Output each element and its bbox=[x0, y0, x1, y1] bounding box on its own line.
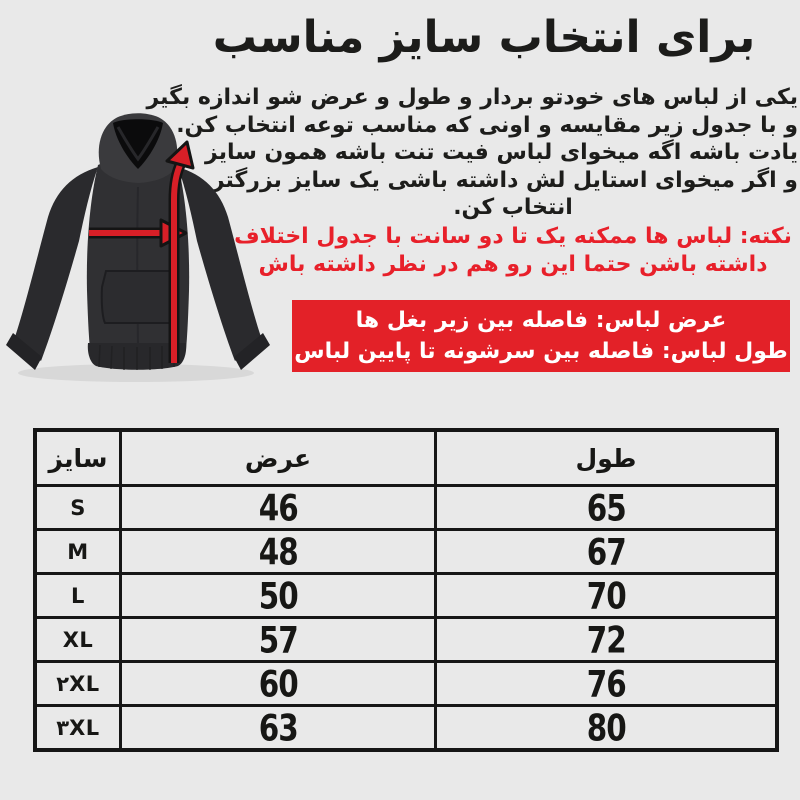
cell-length: 70 bbox=[586, 573, 626, 618]
cell-length: 80 bbox=[586, 705, 626, 750]
hoodie-image bbox=[0, 95, 270, 385]
cell-size: ۲XL bbox=[37, 663, 119, 704]
size-table bbox=[33, 428, 779, 752]
cell-width: 60 bbox=[258, 661, 298, 706]
cell-width: 46 bbox=[258, 485, 298, 530]
note-line: داشته باشن حتما این رو هم در نظر داشته باش bbox=[258, 252, 768, 277]
cell-size: M bbox=[37, 531, 119, 572]
intro-line: انتخاب کن. bbox=[453, 195, 573, 220]
intro-line: و اگر میخوای استایل لش داشته باشی یک سایز بزرگتر bbox=[211, 167, 798, 193]
tolerance-note bbox=[228, 223, 798, 279]
width-definition: عرض لباس: فاصله بین زیر بغل ها bbox=[355, 308, 727, 333]
cell-length: 76 bbox=[586, 661, 626, 706]
intro-text bbox=[146, 84, 798, 222]
definitions-box bbox=[292, 300, 790, 372]
cell-size: L bbox=[37, 575, 119, 616]
length-definition: طول لباس: فاصله بین سرشونه تا پایین لباس bbox=[294, 339, 788, 364]
cell-size: XL bbox=[37, 619, 119, 660]
intro-line: و با جدول زیر مقایسه و اونی که مناسب توعه انتخاب کن. bbox=[176, 112, 798, 138]
cell-width: 57 bbox=[258, 617, 298, 662]
hoodie-left-sleeve bbox=[15, 167, 98, 361]
cell-size: S bbox=[37, 487, 119, 528]
cell-length: 72 bbox=[586, 617, 626, 662]
cell-width: 48 bbox=[258, 529, 298, 574]
cell-size: ۳XL bbox=[37, 707, 119, 748]
cell-width: 50 bbox=[258, 573, 298, 618]
table-header-width: عرض bbox=[122, 432, 434, 484]
table-header-length: طول bbox=[437, 432, 775, 484]
intro-line: یادت باشه اگه میخوای لباس فیت تنت باشه همون سایز bbox=[205, 140, 798, 165]
cell-length: 65 bbox=[586, 485, 626, 530]
note-line: نکته: لباس ها ممکنه یک تا دو سانت با جدول اختلاف bbox=[234, 224, 792, 249]
intro-line: یکی از لباس های خودتو بردار و طول و عرض شو اندازه بگیر bbox=[146, 85, 798, 110]
page-title: برای انتخاب سایز مناسب bbox=[212, 12, 756, 63]
cell-width: 63 bbox=[258, 705, 298, 750]
hoodie-illustration bbox=[0, 95, 270, 385]
cell-length: 67 bbox=[586, 529, 626, 574]
hoodie-pocket bbox=[102, 271, 175, 323]
table-header-size: سایز bbox=[37, 432, 119, 484]
hoodie-right-sleeve bbox=[178, 167, 261, 361]
